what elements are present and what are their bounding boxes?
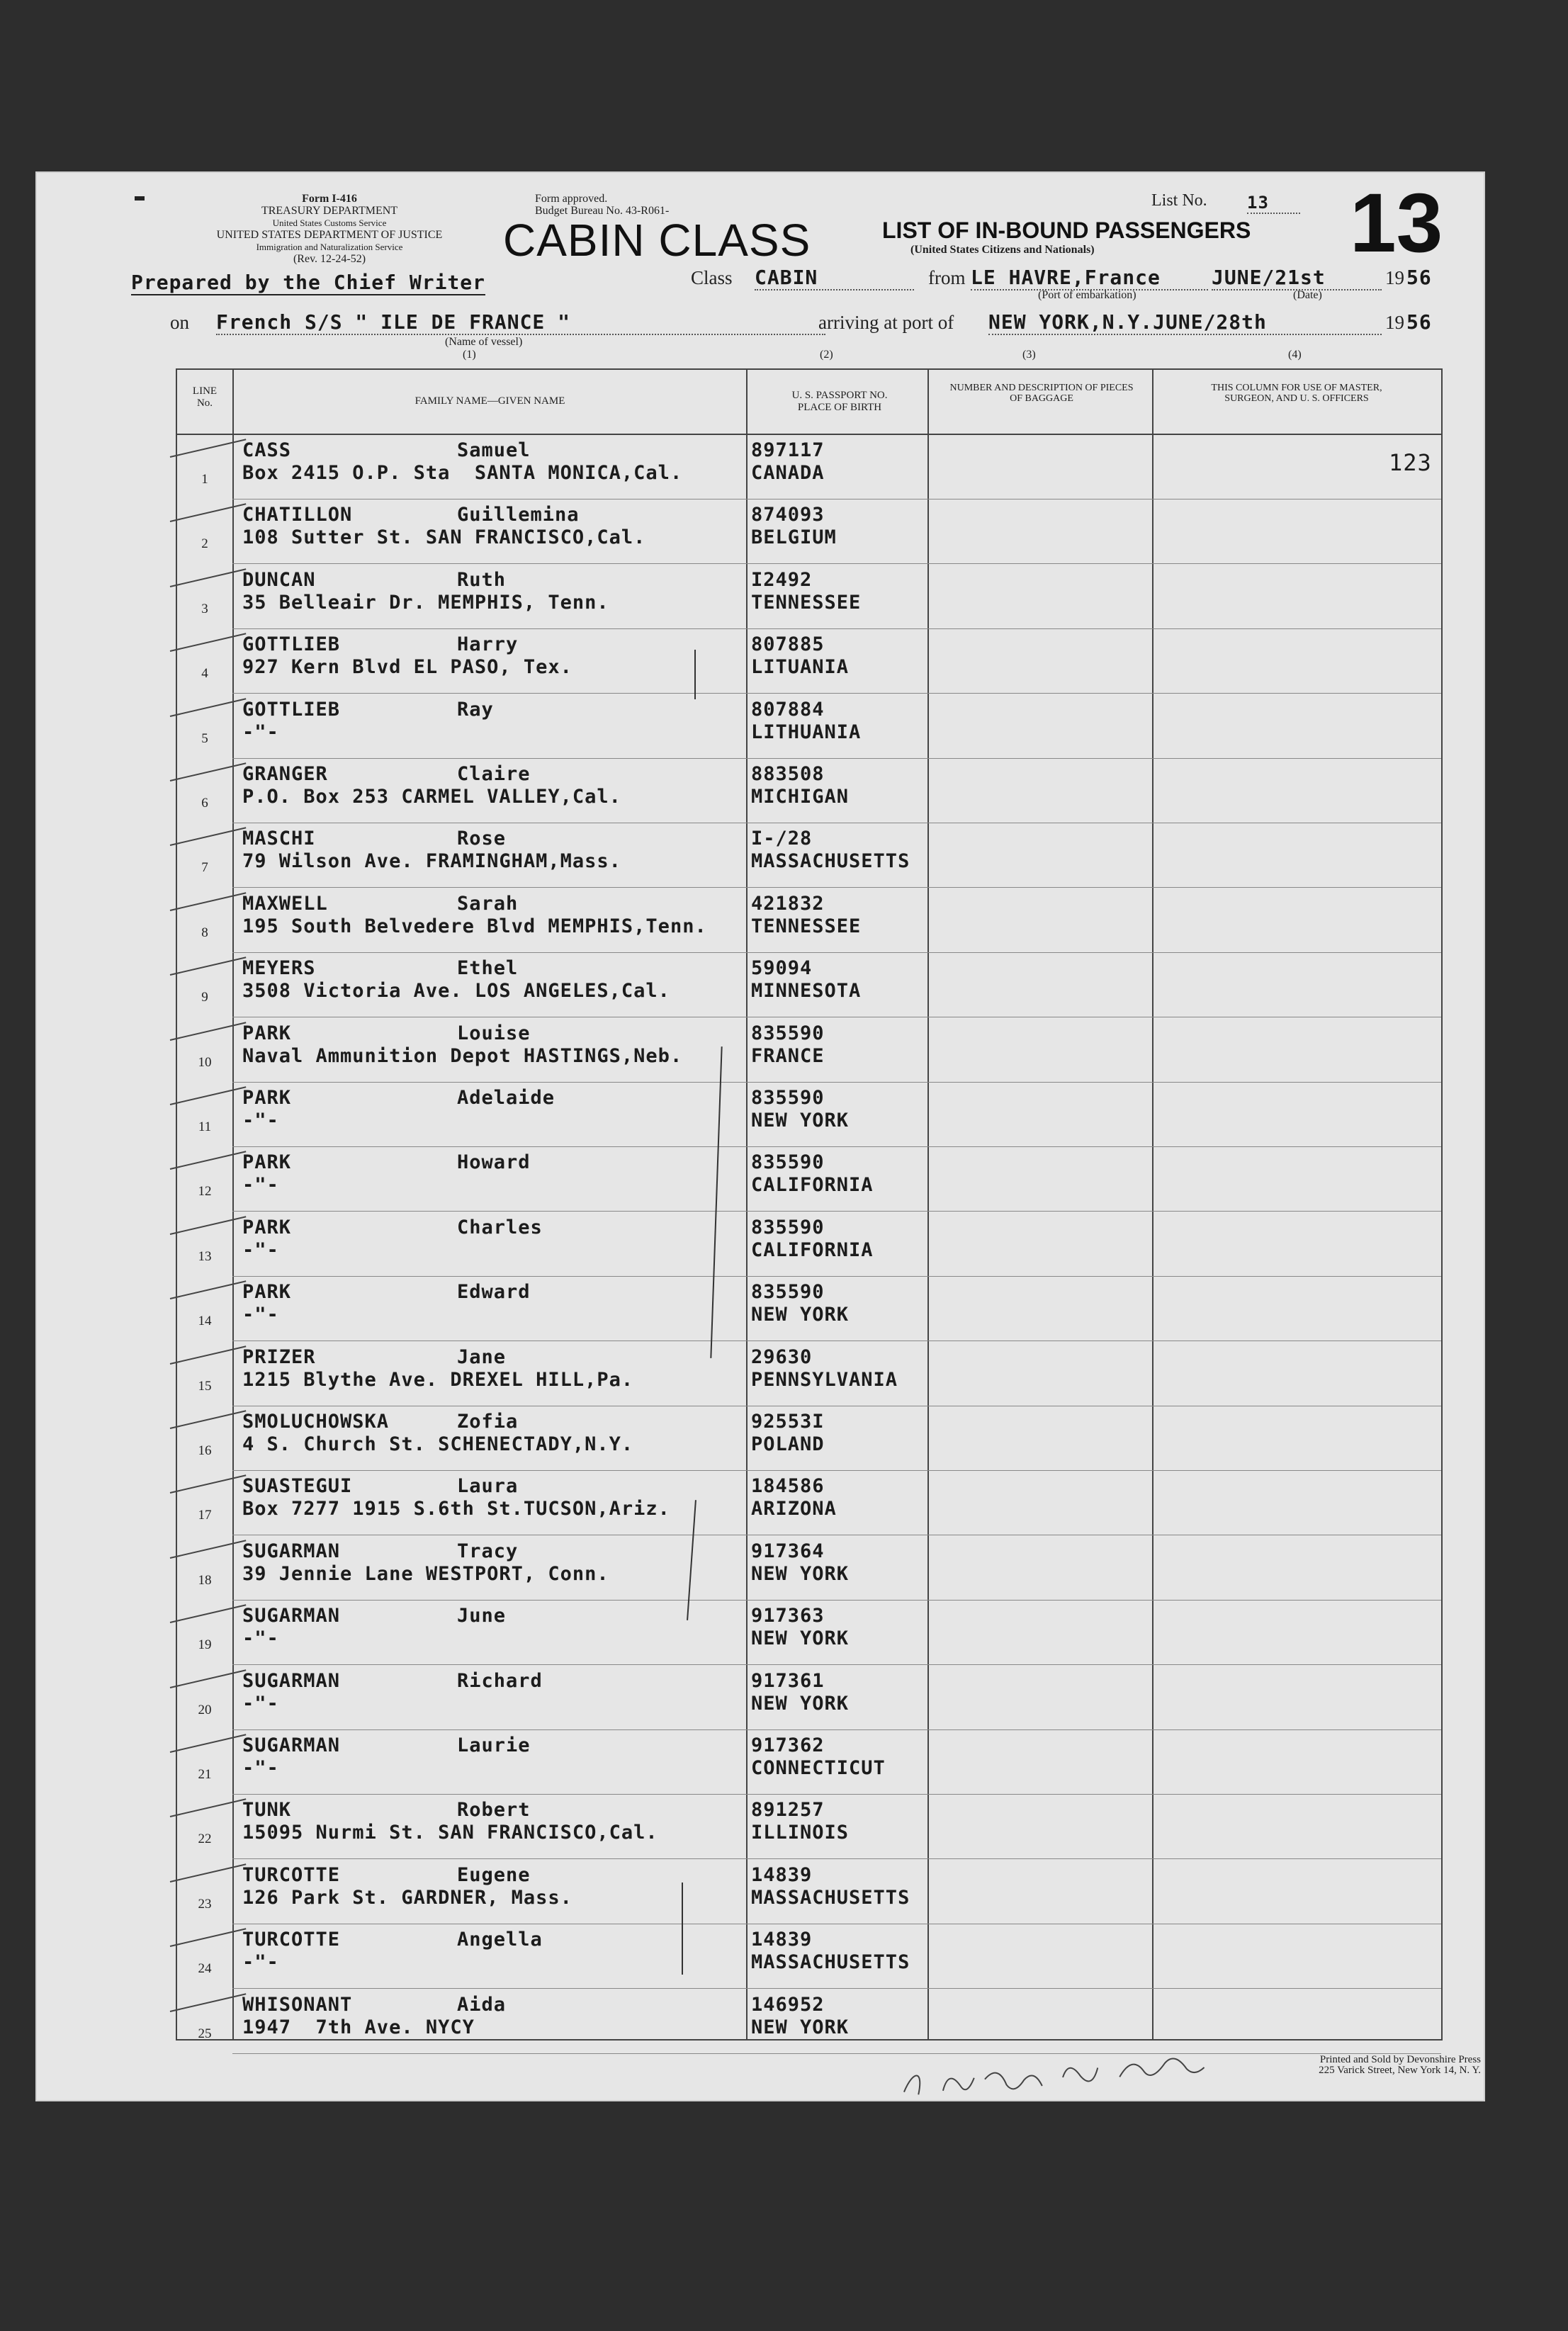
printer-line-2: 225 Varick Street, New York 14, N. Y. [1319,2065,1481,2076]
given-name: Ray [457,698,494,721]
list-no-label: List No. [1151,191,1207,210]
line-tick-mark [170,828,247,847]
place-of-birth: NEW YORK [751,1627,850,1650]
revision-label: (Rev. 12-24-52) [293,253,366,265]
given-name: Angella [457,1929,543,1951]
address: 4 S. Church St. SCHENECTADY,N.Y. [242,1433,634,1455]
col1-number: (1) [463,349,476,361]
line-number: 13 [198,1248,212,1264]
given-name: Harry [457,633,519,656]
family-name: PARK [242,1022,292,1044]
family-name: PARK [242,1151,292,1174]
passenger-table [176,368,1443,2041]
passport-number: 14839 [751,1929,813,1951]
family-name: MASCHI [242,828,316,850]
line-number: 11 [198,1119,212,1134]
family-name: MAXWELL [242,892,328,915]
passport-number: 421832 [751,892,825,915]
place-of-birth: NEW YORK [751,2016,850,2038]
embark-caption: (Port of embarkation) [1038,289,1136,301]
place-of-birth: PENNSYLVANIA [751,1368,898,1391]
table-row [177,1666,1441,1730]
given-name: Laura [457,1475,519,1498]
year-prefix: 19 [1385,267,1404,288]
line-number: 1 [201,472,208,487]
list-number-large: 13 [1350,176,1443,270]
place-of-birth: LITHUANIA [751,721,862,743]
prepared-by: Prepared by the Chief Writer [131,271,486,294]
line-tick-mark [170,892,247,911]
line-number: 2 [201,536,208,552]
line-number: 5 [201,730,208,746]
line-tick-mark [170,504,247,523]
line-number: 21 [198,1767,212,1782]
given-name: Charles [457,1216,543,1238]
line-tick-mark [170,1475,247,1494]
line-tick-mark [170,568,247,587]
given-name: Edward [457,1281,531,1304]
given-name: Guillemina [457,504,580,526]
line-tick-mark [170,1993,247,2012]
passport-number: 146952 [751,1993,825,2016]
approval-block [535,193,776,217]
list-no-value: 13 [1247,193,1300,214]
family-name: GOTTLIEB [242,698,341,721]
line-number: 10 [198,1054,212,1070]
table-row [177,1147,1441,1212]
given-name: Howard [457,1151,531,1174]
header-baggage: NUMBER AND DESCRIPTION OF PIECES OF BAGGAGE [949,383,1134,404]
line-number: 18 [198,1572,212,1588]
address: 79 Wilson Ave. FRAMINGHAM,Mass. [242,850,621,873]
address: P.O. Box 253 CARMEL VALLEY,Cal. [242,786,621,808]
table-row [177,1342,1441,1406]
given-name: Adelaide [457,1087,555,1109]
place-of-birth: MASSACHUSETTS [751,1951,910,1974]
line-tick-mark [170,698,247,717]
table-row [177,435,1441,500]
given-name: Samuel [457,439,531,461]
address: -"- [242,1951,279,1974]
line-tick-mark [170,1151,247,1170]
given-name: Laurie [457,1734,531,1756]
passport-number: 835590 [751,1216,825,1238]
line-number: 16 [198,1443,212,1458]
table-row [177,500,1441,564]
departure-date: JUNE/21st [1212,266,1382,290]
line-number: 8 [201,925,208,940]
given-name: Ethel [457,957,519,980]
given-name: Eugene [457,1863,531,1886]
table-row [177,888,1441,953]
line-tick-mark [170,762,247,781]
table-row [177,953,1441,1017]
line-number: 22 [198,1832,212,1847]
line-tick-mark [170,1280,247,1299]
place-of-birth: NEW YORK [751,1304,850,1326]
form-info-block [152,193,507,265]
place-of-birth: NEW YORK [751,1692,850,1715]
place-of-birth: CANADA [751,462,825,484]
given-name: Richard [457,1669,543,1692]
table-row [177,1471,1441,1535]
line-number: 12 [198,1184,212,1200]
line-tick-mark [170,1540,247,1559]
line-tick-mark [170,439,247,458]
passport-number: 917364 [751,1540,825,1562]
table-header [177,370,1441,435]
family-name: DUNCAN [242,568,316,591]
passport-number: 891257 [751,1799,825,1822]
place-of-birth: TENNESSEE [751,591,862,614]
table-row [177,1795,1441,1859]
arrival-port-date: NEW YORK,N.Y.JUNE/28th [988,310,1382,335]
address: Box 7277 1915 S.6th St.TUCSON,Ariz. [242,1498,670,1520]
row-divider [232,2053,1441,2054]
line-tick-mark [170,1216,247,1235]
address: 195 South Belvedere Blvd MEMPHIS,Tenn. [242,915,707,937]
table-row [177,1083,1441,1147]
passport-number: I-/28 [751,828,813,850]
col2-number: (2) [820,349,833,361]
vessel-name: French S/S " ILE DE FRANCE " [216,310,825,335]
place-of-birth: CONNECTICUT [751,1757,886,1779]
family-name: SUGARMAN [242,1734,341,1756]
header-passport: U. S. PASSPORT NO. PLACE OF BIRTH [791,390,888,413]
place-of-birth: CALIFORNIA [751,1174,874,1197]
address: 35 Belleair Dr. MEMPHIS, Tenn. [242,591,609,614]
budget-bureau: Budget Bureau No. 43-R061- [535,205,670,217]
table-row [177,1277,1441,1341]
class-label: Class [691,267,733,288]
family-name: SUGARMAN [242,1605,341,1627]
family-name: CASS [242,439,292,461]
vessel-caption: (Name of vessel) [445,336,523,348]
address: 108 Sutter St. SAN FRANCISCO,Cal. [242,526,646,549]
passport-number: 14839 [751,1863,813,1886]
address: -"- [242,1238,279,1261]
family-name: SUGARMAN [242,1540,341,1562]
address: -"- [242,721,279,743]
family-name: CHATILLON [242,504,353,526]
class-value: CABIN [755,266,914,290]
family-name: TUNK [242,1799,292,1822]
passport-number: 184586 [751,1475,825,1498]
passport-number: 807884 [751,698,825,721]
family-name: TURCOTTE [242,1929,341,1951]
passport-number: 874093 [751,504,825,526]
given-name: June [457,1605,507,1627]
place-of-birth: TENNESSEE [751,915,862,937]
year-value: 56 [1406,266,1432,289]
line-number: 14 [198,1314,212,1329]
line-number: 3 [201,601,208,616]
place-of-birth: MASSACHUSETTS [751,850,910,873]
given-name: Louise [457,1022,531,1044]
line-tick-mark [170,1604,247,1623]
arrival-year-prefix: 19 [1385,312,1404,333]
address: -"- [242,1692,279,1715]
justice-label: UNITED STATES DEPARTMENT OF JUSTICE [216,229,443,241]
passport-number: I2492 [751,568,813,591]
passport-number: 883508 [751,763,825,785]
form-approved: Form approved. [535,193,608,205]
address: -"- [242,1304,279,1326]
on-label: on [170,312,189,333]
place-of-birth: MASSACHUSETTS [751,1886,910,1909]
passport-number: 835590 [751,1022,825,1044]
place-of-birth: MICHIGAN [751,786,850,808]
address: -"- [242,1627,279,1650]
line-tick-mark [170,956,247,976]
table-row [177,1212,1441,1277]
line-tick-mark [170,1410,247,1429]
table-row [177,565,1441,629]
list-title-block [882,218,1251,256]
line-number: 23 [198,1896,212,1912]
address: -"- [242,1174,279,1197]
given-name: Ruth [457,568,507,591]
family-name: TURCOTTE [242,1863,341,1886]
header-line-no: LINE No. [192,385,218,409]
cabin-class-title: CABIN CLASS [503,215,811,266]
family-name: PRIZER [242,1345,316,1368]
address: 15095 Nurmi St. SAN FRANCISCO,Cal. [242,1822,658,1844]
family-name: SUGARMAN [242,1669,341,1692]
passport-number: 917361 [751,1669,825,1692]
family-name: WHISONANT [242,1993,353,2016]
family-name: MEYERS [242,957,316,980]
line-tick-mark [170,1345,247,1365]
place-of-birth: FRANCE [751,1044,825,1067]
line-number: 20 [198,1702,212,1717]
passport-number: 29630 [751,1345,813,1368]
mark [135,196,145,201]
given-name: Aida [457,1993,507,2016]
family-name: PARK [242,1216,292,1238]
table-row [177,1860,1441,1924]
address: 1215 Blythe Ave. DREXEL HILL,Pa. [242,1368,634,1391]
treasury-label: TREASURY DEPARTMENT [261,205,398,217]
address: 3508 Victoria Ave. LOS ANGELES,Cal. [242,980,670,1003]
table-row [177,1536,1441,1601]
given-name: Sarah [457,892,519,915]
passport-number: 807885 [751,633,825,656]
line-number: 25 [198,2026,212,2041]
header-officers: THIS COLUMN FOR USE OF MASTER, SURGEON, AND U. S. OFFICERS [1211,383,1382,404]
address: Naval Ammunition Depot HASTINGS,Neb. [242,1044,683,1067]
col3-number: (3) [1022,349,1036,361]
table-row [177,1924,1441,1989]
line-tick-mark [170,1863,247,1883]
line-tick-mark [170,633,247,652]
table-row [177,1601,1441,1665]
family-name: PARK [242,1087,292,1109]
table-row [177,1406,1441,1471]
place-of-birth: BELGIUM [751,526,837,549]
printer-line-1: Printed and Sold by Devonshire Press [1319,2054,1481,2065]
address: 126 Park St. GARDNER, Mass. [242,1886,573,1909]
place-of-birth: POLAND [751,1433,825,1455]
table-row [177,759,1441,823]
given-name: Robert [457,1799,531,1822]
customs-label: United States Customs Service [272,218,387,228]
table-row [177,1989,1441,2054]
from-label: from [928,267,966,288]
table-row [177,1730,1441,1795]
passport-number: 897117 [751,439,825,461]
col4-number: (4) [1288,349,1302,361]
place-of-birth: MINNESOTA [751,980,862,1003]
line-tick-mark [170,1086,247,1105]
table-row [177,823,1441,888]
table-row [177,629,1441,694]
given-name: Zofia [457,1411,519,1433]
arriving-label: arriving at port of [818,312,954,333]
line-number: 24 [198,1961,212,1977]
passport-number: 835590 [751,1151,825,1174]
address: Box 2415 O.P. Sta SANTA MONICA,Cal. [242,462,683,484]
from-value: LE HAVRE,France [971,266,1208,290]
table-row [177,1018,1441,1083]
form-number: Form I-416 [302,193,357,205]
address: 927 Kern Blvd EL PASO, Tex. [242,656,573,679]
place-of-birth: NEW YORK [751,1562,850,1585]
line-tick-mark [170,1928,247,1947]
passport-number: 835590 [751,1281,825,1304]
given-name: Claire [457,763,531,785]
address: 1947 7th Ave. NYCY [242,2016,475,2038]
list-subtitle: (United States Citizens and Nationals) [910,244,1095,256]
line-number: 7 [201,860,208,876]
passport-number: 92553I [751,1411,825,1433]
given-name: Rose [457,828,507,850]
line-tick-mark [170,1022,247,1041]
family-name: PARK [242,1281,292,1304]
handwritten-mark [682,1883,683,1975]
given-name: Jane [457,1345,507,1368]
header-name: FAMILY NAME—GIVEN NAME [414,395,565,407]
place-of-birth: NEW YORK [751,1110,850,1131]
family-name: SMOLUCHOWSKA [242,1411,390,1433]
address: 39 Jennie Lane WESTPORT, Conn. [242,1562,609,1585]
address: -"- [242,1110,279,1131]
passport-number: 917362 [751,1734,825,1756]
line-number: 6 [201,796,208,811]
handwritten-mark [694,650,696,699]
line-tick-mark [170,1669,247,1688]
passport-number: 835590 [751,1087,825,1109]
list-title: LIST OF IN-BOUND PASSENGERS [882,218,1251,243]
passport-number: 59094 [751,957,813,980]
arrival-year: 56 [1406,310,1432,334]
line-tick-mark [170,1799,247,1818]
family-name: GOTTLIEB [242,633,341,656]
line-number: 15 [198,1378,212,1394]
officer-note: 123 [1389,449,1432,476]
line-number: 19 [198,1637,212,1653]
ins-label: Immigration and Naturalization Service [256,242,403,252]
given-name: Tracy [457,1540,519,1562]
place-of-birth: ILLINOIS [751,1822,850,1844]
date-caption: (Date) [1293,289,1322,301]
line-tick-mark [170,1734,247,1753]
line-number: 4 [201,666,208,682]
place-of-birth: ARIZONA [751,1498,837,1520]
address: -"- [242,1757,279,1779]
family-name: SUASTEGUI [242,1475,353,1498]
table-row [177,694,1441,759]
family-name: GRANGER [242,763,328,785]
line-number: 9 [201,990,208,1005]
place-of-birth: LITUANIA [751,656,850,679]
passport-number: 917363 [751,1605,825,1627]
place-of-birth: CALIFORNIA [751,1238,874,1261]
line-number: 17 [198,1508,212,1523]
